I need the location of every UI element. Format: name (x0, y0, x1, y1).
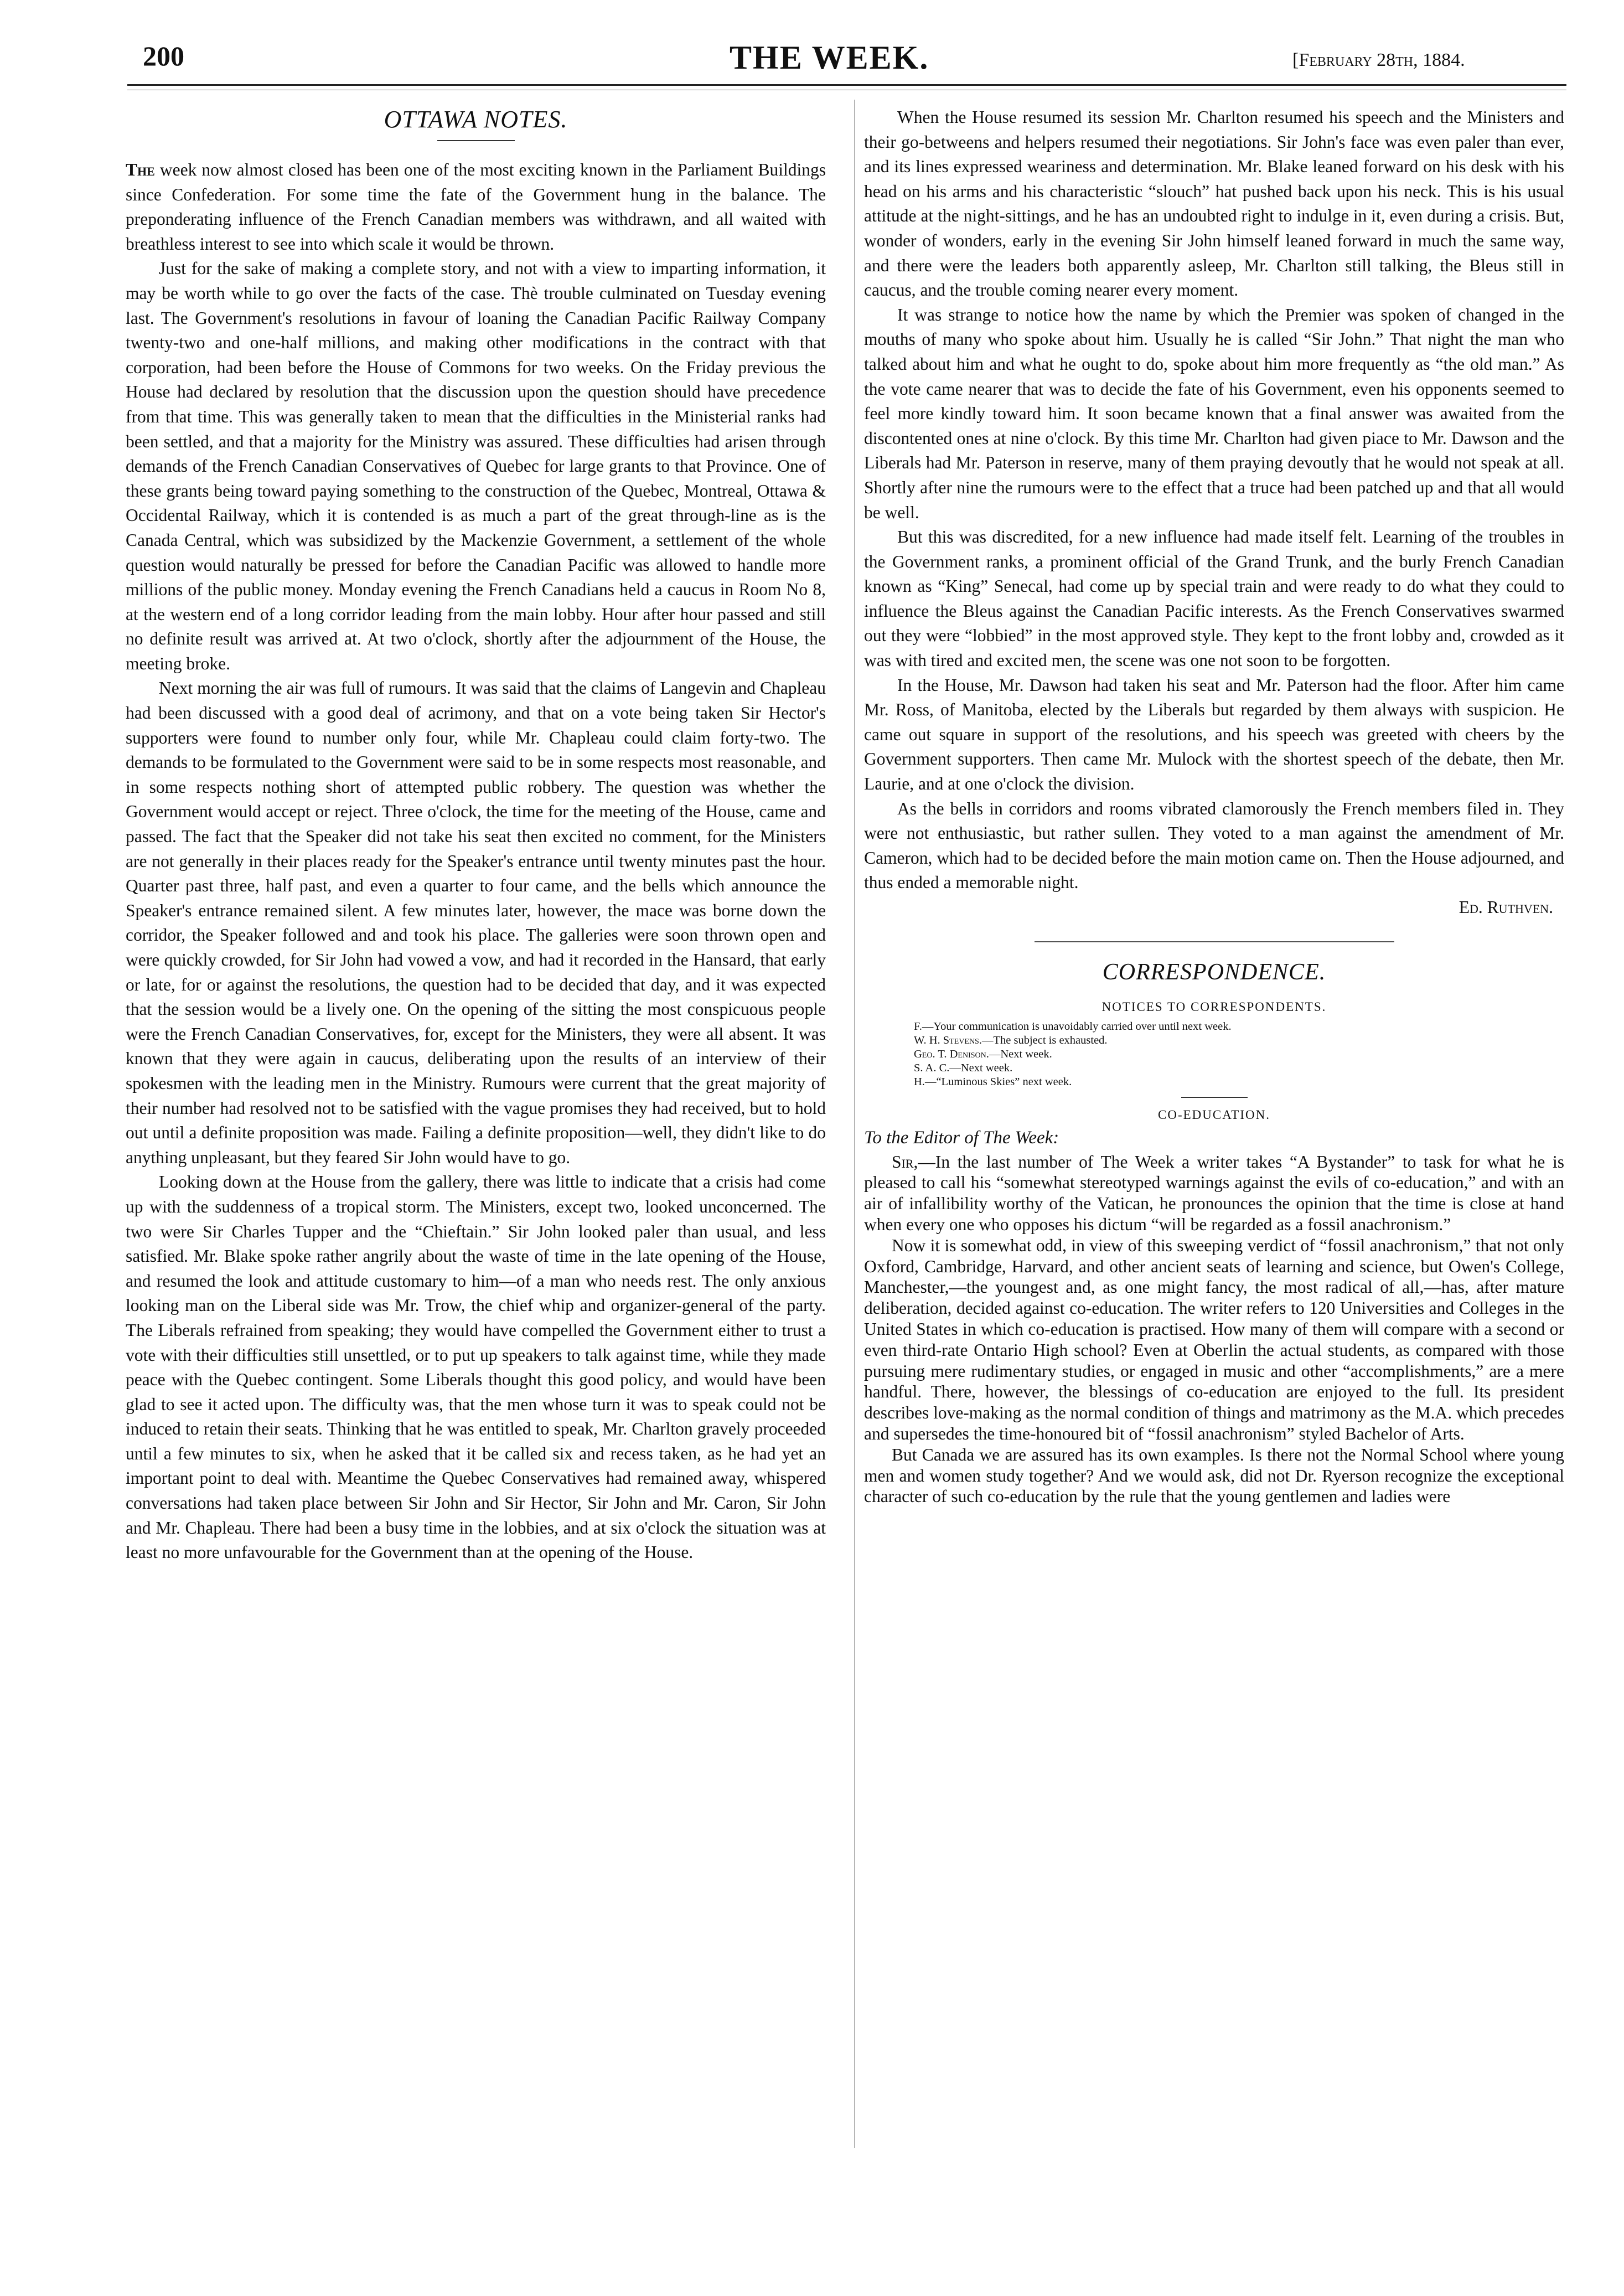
notice-name: F. (914, 1020, 922, 1033)
paragraph: But Canada we are assured has its own examples. Is there not the Normal School where young men and women study together? And we would ask, did not Dr. Ryerson recognize the exceptional character of such co-education by the rule that the young gentlemen and ladies were (864, 1444, 1564, 1506)
notices-rule (1181, 1097, 1248, 1098)
paragraph: When the House resumed its session Mr. Charlton resumed his speech and the Ministers and their go-betweens and helpers resumed their negotiations. Sir John's face was even paler than ever, and its lines expressed weariness and determination. Mr. Blake leaned forward on his desk with his head on his arms and his characteristic “slouch” hat pushed back upon his neck. This is his usual attitude at the night-sittings, and he has an undoubted right to indulge in it, even during a crisis. But, wonder of wonders, early in the evening Sir John himself leaned forward in much the same way, and there were the leaders both apparently asleep, Mr. Charlton still talking, the Bleus still in caucus, and the trouble coming nearer every moment. (864, 107, 1564, 300)
masthead-title: THE WEEK. (730, 39, 929, 76)
letter-salutation: To the Editor of The Week: (864, 1127, 1059, 1148)
lead-word: Sir, (892, 1152, 918, 1172)
correspondence-title: CORRESPONDENCE. (1102, 959, 1326, 985)
paragraph: As the bells in corridors and rooms vibrated clamorously the French members filed in. They were not enthusiastic, but rather sullen. They voted to a man against the amendment of Mr. Cameron, which had to be decided before the main motion came on. Then the House adjourned, and thus ended a memorable night. (864, 798, 1564, 892)
notice-name: H. (914, 1075, 925, 1088)
notice-name: S. A. C. (914, 1061, 950, 1074)
paragraph: Next morning the air was full of rumours. It was said that the claims of Langevin and Chapleau had been discussed with a good deal of acrimony, and that on a vote being taken Sir Hector's supporters were found to number only four, while Mr. Chapleau could claim forty-two. The demands to be formulated to the Government were said to be in some respects most reasonable, and in some respects nothing short of attempted public robbery. The question was whether the Government would accept or reject. Three o'clock, the time for the meeting of the House, came and passed. The fact that the Speaker did not take his seat then excited no comment, for the Ministers are not generally in their places ready for the Speaker's entrance until twenty minutes past the hour. Quarter past three, half past, and even a quarter to four came, and the bells which announce the Speaker's entrance remained silent. A few minutes later, however, the mace was borne down the corridor, the Speaker followed and and took his place. The galleries were soon thrown open and were quickly crowded, for Sir John had vowed a vow, and had it recorded in the Hansard, that early or late, for or against the resolutions, the question had to be decided that day, and it was expected that the session would be a lively one. On the opening of the sitting the most conspicuous people were the French Canadian Conservatives, for, except for the Ministers, they were all absent. It was known that they were again in caucus, deliberating upon the results of an interview of their spokesmen with the leading men in the Ministry. Rumours were current that the great majority of their number had resolved not to be satisfied with the vague promises they had received, but to hold out until a definite proposition was made. Failing a definite proposition—well, they didn't like to do anything unpleasant, but they feared Sir John would have to go. (126, 678, 826, 1167)
paragraph (864, 1152, 1564, 1235)
ottawa-notes-body (126, 158, 826, 1565)
letter-body (864, 1152, 1564, 1508)
notice-text: —“Luminous Skies” next week. (924, 1075, 1072, 1088)
notice-text: —The subject is exhausted. (981, 1034, 1108, 1046)
notice-item (914, 1048, 1564, 1061)
notice-name: W. H. Stevens. (914, 1034, 982, 1046)
issue-date: [February 28th, 1884. (1292, 50, 1465, 70)
paragraph: Now it is somewhat odd, in view of this sweeping verdict of “fossil anachronism,” that not only Oxford, Cambridge, Harvard, and other ancient seats of learning and science, but Owen's College, Manchester,—the youngest and, as one might fancy, the most radical of all,—has, after mature deliberation, decided against co-education. The writer refers to 120 Universities and Colleges in the United States in which co-education is practised. How many of them will compare with a second or even third-rate Ontario High school? Even at Oberlin the actual students, as compared with those pursuing mere rudimentary studies, or engaged in music and other “accomplishments,” are a mere handful. There, however, the blessings of co-education are enjoyed to the full. Its president describes love-making as the normal condition of things and matrimony as the M.A. which precedes and supersedes the time-honoured bit of “fossil anachronism” styled Bachelor of Arts. (864, 1235, 1564, 1443)
paragraph: In the House, Mr. Dawson had taken his seat and Mr. Paterson had the floor. After him came Mr. Ross, of Manitoba, elected by the Liberals but regarded by them always with suspicion. He came out square in support of the resolutions, and his speech was greeted with cheers by the Government supporters. Then came Mr. Mulock with the shortest speech of the debate, then Mr. Laurie, and at one o'clock the division. (864, 675, 1564, 794)
notice-item (914, 1034, 1564, 1048)
notice-item (914, 1020, 1564, 1034)
notice-item (914, 1061, 1564, 1075)
notice-name: Geo. T. Denison. (914, 1048, 989, 1060)
left-column (126, 105, 826, 1565)
column-divider (854, 100, 855, 2148)
notice-text: —Next week. (989, 1048, 1052, 1060)
signoff-line (864, 895, 1564, 920)
paragraph: Looking down at the House from the gallery, there was little to indicate that a crisis had come up with the suddenness of a tropical storm. The Ministers, except two, looked unconcerned. The two were Sir Charles Tupper and the “Chieftain.” Sir John looked paler than usual, and less satisfied. Mr. Blake spoke rather angrily about the waste of time in the late opening of the House, and resumed the look and attitude customary to him—of a man who needs rest. The only anxious looking man on the Liberal side was Mr. Trow, the chief whip and organizer-general of the party. The Liberals refrained from speaking; they would have compelled the Government either to trust a vote with their difficulties still unsettled, or to put up speakers to talk against time, while they made peace with the Quebec contingent. Some Liberals thought this good policy, and would have been glad to see it acted upon. The difficulty was, that the men whose turn it was to speak could not be induced to retain their seats. Thinking that he was entitled to speak, Mr. Charlton gravely proceeded until a few minutes to six, when he asked that it be called six and recess taken, as he had yet an important point to deal with. Meantime the Quebec Conservatives had remained away, whispered conversations had taken place between Sir John and Sir Hector, Sir John and Mr. Caron, Sir John and Mr. Chapleau. There had been a busy time in the lobbies, and at six o'clock the situation was at least no more unfavourable for the Government than at the opening of the House. (126, 1172, 826, 1562)
notices-heading: NOTICES TO CORRESPONDENTS. (1101, 999, 1327, 1014)
right-column (864, 105, 1564, 1507)
paragraph: But this was discredited, for a new influence had made itself felt. Learning of the troubles in the Government ranks, a prominent official of the Grand Trunk, and the burly French Canadian known as “King” Senecal, had come up by special train and were ready to do what they could to influence the Bleus against the Canadian Pacific interests. As the French Conservatives swarmed out they were “lobbied” in the most approved style. They kept to the front lobby and, crowded as it was with tired and excited men, the scene was one not soon to be forgotten. (864, 527, 1564, 670)
title-rule (437, 140, 515, 141)
article-title-ottawa-notes: OTTAWA NOTES. (384, 106, 568, 133)
notice-text: —Next week. (949, 1061, 1013, 1074)
notice-item (914, 1075, 1564, 1089)
ottawa-notes-continued (864, 105, 1564, 920)
notice-text: —Your communication is unavoidably carried over until next week. (922, 1020, 1232, 1033)
notices-list (864, 1020, 1564, 1089)
paragraph: Just for the sake of making a complete story, and not with a view to imparting information, it may be worth while to go over the facts of the case. Thè trouble culminated on Tuesday evening last. The Government's resolutions in favour of loaning the Canadian Pacific Railway Company twenty-two and one-half millions, and making other modifications in the contract with that corporation, had been before the House of Commons for two weeks. On the Friday previous the House had declared by resolution that the discussion upon the question should have precedence from that time. This was generally taken to mean that the difficulties in the Ministerial ranks had been settled, and that a majority for the Ministry was assured. These difficulties had arisen through demands of the French Canadian Conservatives of Quebec for large grants to that Province. One of these grants being toward paying something to the construction of the Quebec, Montreal, Ottawa & Occidental Railway, which it is contended is as much a part of the great through-line as is the Canada Central, which was subsidized by the Mackenzie Government, a settlement of the whole question would naturally be pressed for before the Canadian Pacific was allowed to handle more millions of the public money. Monday evening the French Canadians held a caucus in Room No 8, at the western end of a long corridor leading from the main lobby. Hour after hour passed and still no definite result was arrived at. At two o'clock, shortly after the adjournment of the House, the meeting broke. (126, 259, 826, 673)
masthead-rule (127, 84, 1566, 86)
paragraph-text: —In the last number of The Week a writer takes “A Bystander” to task for what he is pleased to call his “somewhat stereotyped warnings against the evils of co-education,” and with an air of infallibility worthy of the Vatican, he pronounces the opinion that the time is close at hand when every one who opposes his dictum “will be regarded as a fossil anachronism.” (864, 1152, 1564, 1234)
page-number: 200 (143, 40, 184, 71)
paragraph: It was strange to notice how the name by which the Premier was spoken of changed in the mouths of many who spoke about him. Usually he is called “Sir John.” That night the man who talked about him and what he ought to do, spoke about him more frequently as “the old man.” As the vote came nearer that was to decide the fate of his Government, even his opponents seemed to feel more kindly toward him. It soon became known that a final answer was awaited from the discontented ones at nine o'clock. By this time Mr. Charlton had given piace to Mr. Dawson and the Liberals had Mr. Paterson in reserve, many of them praying devoutly that he would not speak at all. Shortly after nine the rumours were to the effect that a truce had been patched up and that all would be well. (864, 305, 1564, 522)
section-separator (1035, 941, 1394, 942)
lead-word: The (126, 160, 155, 179)
paragraph-text: week now almost closed has been one of the most exciting known in the Parliament Buildings since Confederation. For some time the fate of the Government hung in the balance. The preponderating influence of the French Canadian members was withdrawn, and all waited with breathless interest to see into which scale it would be thrown. (126, 160, 826, 254)
author-signature: Ed. Ruthven. (1459, 897, 1553, 917)
letter-heading: CO-EDUCATION. (1158, 1107, 1270, 1122)
paragraph (126, 158, 826, 256)
